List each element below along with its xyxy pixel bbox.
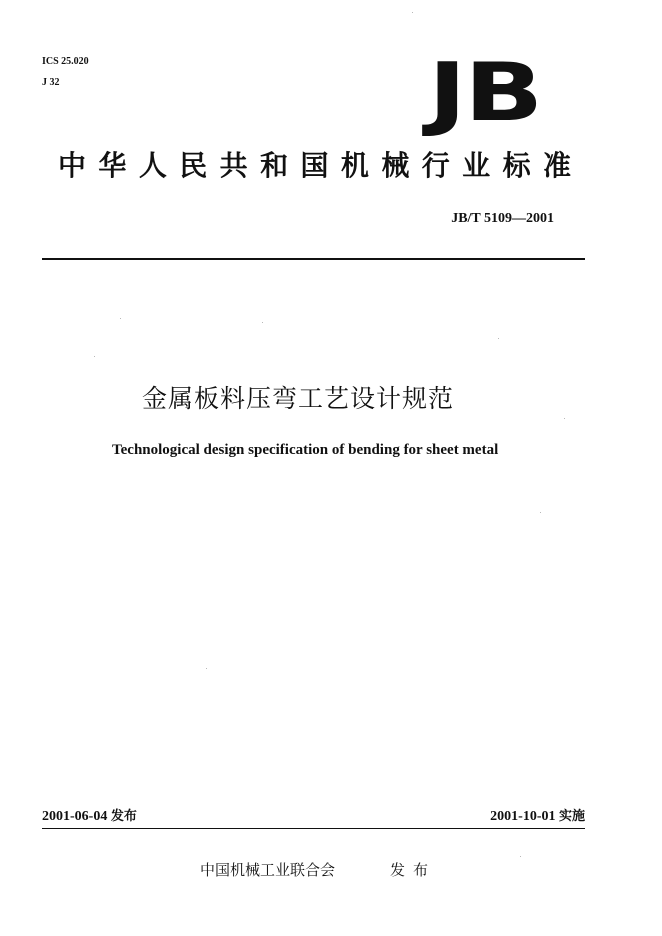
implementation-date-line <box>490 808 585 826</box>
scan-speck <box>262 322 263 323</box>
top-divider <box>42 258 585 260</box>
standard-number: JB/T 5109—2001 <box>451 211 554 226</box>
scan-speck <box>564 418 565 419</box>
issue-date-line <box>42 808 137 826</box>
bottom-divider <box>42 828 585 829</box>
issue-label: 发布 <box>110 809 137 824</box>
publisher-name: 中国机械工业联合会 <box>200 861 336 879</box>
implementation-date: 2001-10-01 <box>490 809 556 824</box>
ics-code: ICS 25.020 <box>42 56 89 67</box>
implementation-label: 实施 <box>558 809 585 824</box>
publish-verb: 发布 <box>390 861 437 879</box>
scan-speck <box>540 512 541 513</box>
document-title-english: Technological design specification of bending for sheet metal <box>112 442 499 458</box>
scan-speck <box>412 12 413 13</box>
jb-logo: JB <box>428 46 541 139</box>
scan-speck <box>498 338 499 339</box>
document-title-chinese: 金属板料压弯工艺设计规范 <box>142 384 455 413</box>
scan-speck <box>520 856 521 857</box>
scan-speck <box>94 356 95 357</box>
ccs-code: J 32 <box>42 77 60 88</box>
scan-speck <box>206 668 207 669</box>
scan-speck <box>120 318 121 319</box>
standard-class-heading: 中华人民共和国机械行业标准 <box>58 149 572 182</box>
issue-date: 2001-06-04 <box>42 809 108 824</box>
